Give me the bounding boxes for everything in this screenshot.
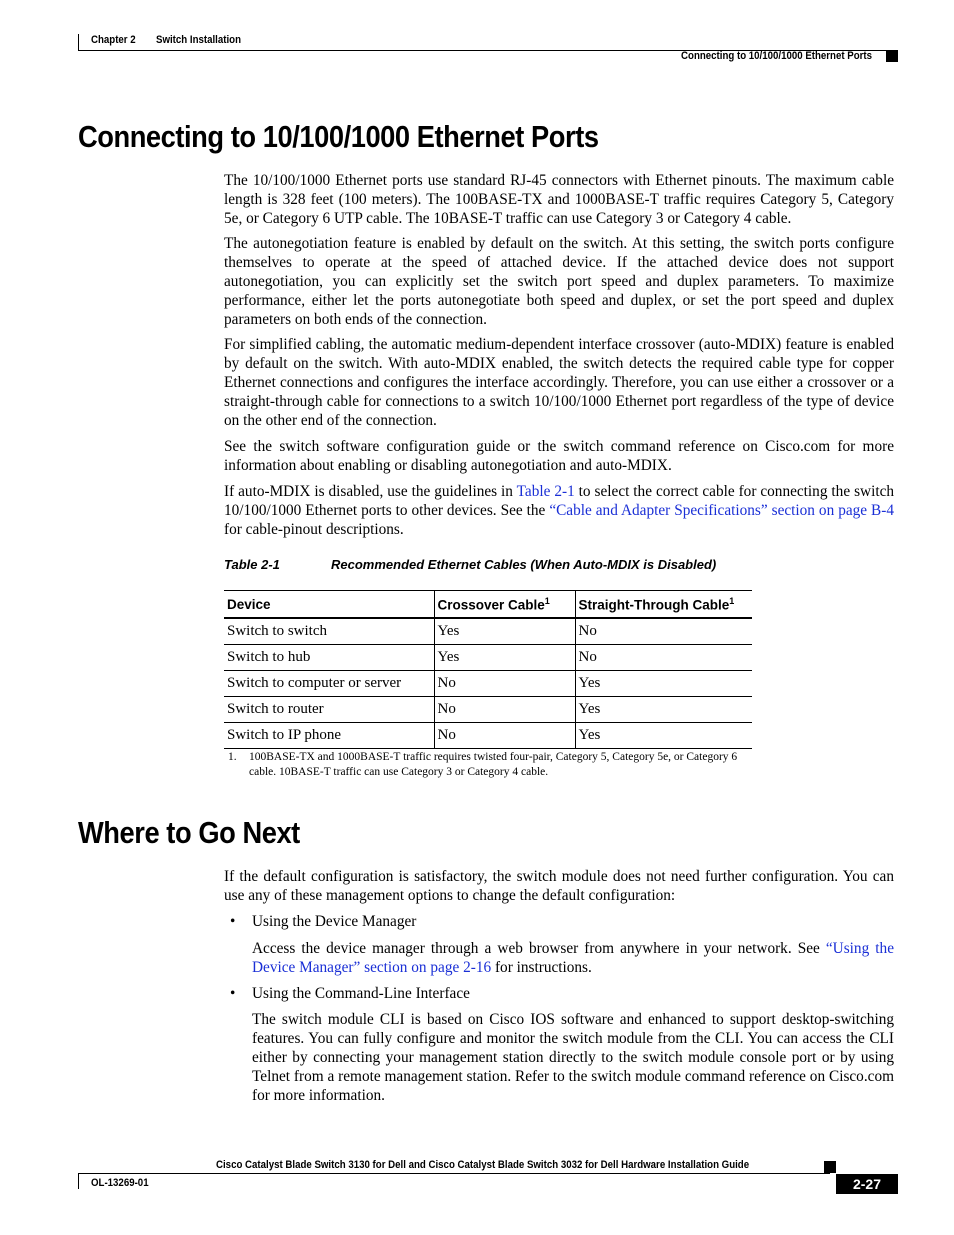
column-header-crossover (434, 591, 575, 619)
link-table-2-1[interactable]: Table 2-1 (516, 483, 575, 500)
table-cell: Yes (575, 671, 752, 697)
header-vertical-rule (78, 34, 79, 50)
table-row (224, 671, 752, 697)
table-cell: Yes (434, 645, 575, 671)
column-header-label: Crossover Cable (437, 597, 545, 613)
paragraph-see-guide: See the switch software configuration guide or the switch command reference on Cisco.com for more information about enabling or disabling autonegotiation and auto-MDIX. (224, 438, 894, 474)
column-header-label: Device (227, 596, 271, 612)
text-run: for instructions. (491, 959, 592, 976)
footnote-mark: 1 (729, 595, 735, 606)
paragraph-next-intro: If the default configuration is satisfactory, the switch module does not need further configuration. You can use any of these management options to change the default configuration: (224, 868, 894, 904)
table-cell: No (575, 645, 752, 671)
text-run: to select the correct cable for connecting the switch 10/100/1000 Ethernet ports to other devices. See the (224, 483, 895, 519)
paragraph-ports-intro: The 10/100/1000 Ethernet ports use standard RJ-45 connectors with Ethernet pinouts. The maximum cable length is 328 feet (100 meters). The 100BASE-TX and 1000BASE-T traffic requires Category 5, Category 5e, or Category 6 UTP cable. The 10BASE-T traffic can use Category 3 or Category 4 cable. (224, 172, 894, 227)
header-running-title: Connecting to 10/100/1000 Ethernet Ports (681, 50, 872, 62)
footer-rule (78, 1173, 830, 1174)
table-cell: No (434, 671, 575, 697)
paragraph-cli: The switch module CLI is based on Cisco IOS software and enhanced to support desktop-switching features. You can fully configure and monitor the switch module from the CLI. You can access the CLI either by connecting your management station directly to the switch module console port or by using Telnet from a remote management station. Refer to the switch module command reference on Cisco.com for more information. (252, 1011, 894, 1104)
footnote-mark: 1 (544, 595, 550, 606)
text-run: Access the device manager through a web browser from anywhere in your network. See (252, 940, 826, 957)
text-run: for cable-pinout descriptions. (224, 521, 404, 538)
bullet-icon: • (230, 985, 236, 1002)
column-header-label: Straight-Through Cable (578, 597, 730, 613)
paragraph-autonegotiation: The autonegotiation feature is enabled by default on the switch. At this setting, the switch ports configure themselves to operate at the speed of attached device. If the attached device does not support autonegotiation, you can explicitly set the switch port speed and duplex parameters. To maximize performance, either let the ports autonegotiate both speed and duplex, or set the port speed and duplex parameters on both ends of the connection. (224, 235, 894, 328)
footer-marker (824, 1161, 836, 1173)
paragraph-device-manager (252, 939, 894, 977)
table-cell: Yes (575, 723, 752, 749)
table-caption-label: Table 2-1 (224, 557, 280, 572)
table-row (224, 618, 752, 645)
table-cell: Switch to router (224, 697, 434, 723)
table-cell: Yes (434, 618, 575, 645)
table-cell: Switch to computer or server (224, 671, 434, 697)
list-item-label: Using the Device Manager (252, 913, 417, 930)
footer-book-title: Cisco Catalyst Blade Switch 3130 for Dell and Cisco Catalyst Blade Switch 3032 for Dell Hardware Installation Guide (216, 1159, 750, 1171)
page-number: 2-27 (836, 1174, 898, 1194)
table-cell: No (575, 618, 752, 645)
header-chapter-title: Switch Installation (156, 34, 241, 46)
paragraph-mdix-disabled (224, 482, 894, 539)
table-cell: Switch to IP phone (224, 723, 434, 749)
table-row (224, 723, 752, 749)
bullet-icon: • (230, 913, 236, 930)
table-cell: No (434, 723, 575, 749)
table-cell: Yes (575, 697, 752, 723)
footer-vertical-rule (78, 1173, 79, 1189)
column-header-device (224, 591, 434, 619)
paragraph-auto-mdix: For simplified cabling, the automatic medium-dependent interface crossover (auto-MDIX) feature is enabled by default on the switch. With auto-MDIX enabled, the switch detects the required cable type for copper Ethernet connections and configures the interface accordingly. Therefore, you can use either a crossover or a straight-through cable for connections to a switch 10/100/1000 Ethernet port regardless of the type of device on the other end of the connection. (224, 336, 894, 429)
footnote-text: 100BASE-TX and 1000BASE-T traffic requires twisted four-pair, Category 5, Category 5e, or Category 6 cable. 10BASE-T traffic can use Category 3 or Category 4 cable. (249, 751, 738, 778)
table-cell: Switch to hub (224, 645, 434, 671)
section-title-ethernet-ports: Connecting to 10/100/1000 Ethernet Ports (78, 119, 599, 154)
table-header-row (224, 591, 752, 619)
header-marker (886, 50, 898, 62)
recommended-cables-table (224, 590, 752, 749)
link-using-device-manager[interactable]: “Using the Device Manager” section on page 2-16 (252, 940, 894, 976)
table-row (224, 645, 752, 671)
table-cell: Switch to switch (224, 618, 434, 645)
table-caption-title: Recommended Ethernet Cables (When Auto-MDIX is Disabled) (331, 557, 717, 572)
table-row (224, 697, 752, 723)
footer-doc-number: OL-13269-01 (91, 1177, 149, 1189)
column-header-straight-through (575, 591, 752, 619)
link-cable-adapter-specs[interactable]: “Cable and Adapter Specifications” section on page B-4 (549, 502, 894, 519)
header-chapter: Chapter 2 (91, 34, 136, 46)
table-cell: No (434, 697, 575, 723)
section-title-where-to-go-next: Where to Go Next (78, 815, 300, 850)
footnote-number: 1. (228, 751, 237, 763)
list-item-label: Using the Command-Line Interface (252, 985, 470, 1002)
text-run: If auto-MDIX is disabled, use the guidelines in (224, 483, 517, 500)
